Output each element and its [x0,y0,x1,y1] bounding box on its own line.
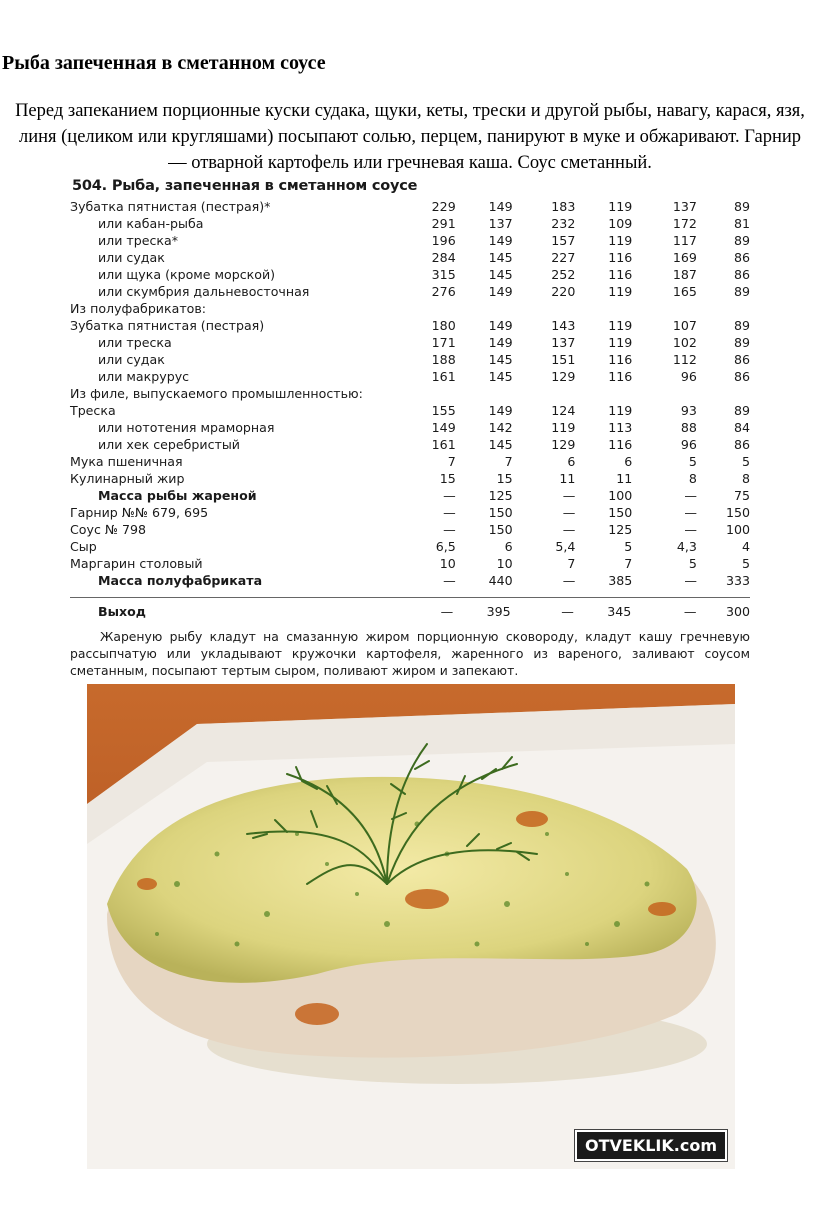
table-row [70,334,750,351]
quantity-cell: 119 [551,420,576,435]
quantity-cell: — [443,488,456,503]
quantity-cell: 161 [431,369,456,384]
table-row [70,232,750,249]
quantity-cell: 86 [733,437,750,452]
quantity-cell: 315 [431,267,456,282]
ingredient-name: или треска* [98,233,179,248]
table-row [70,249,750,266]
quantity-cell: 5 [624,539,633,554]
quantity-cell: 125 [608,522,633,537]
quantity-cell: 86 [733,369,750,384]
quantity-cell: 116 [608,352,633,367]
quantity-cell: 291 [431,216,456,231]
quantity-cell: 119 [608,318,633,333]
yield-cell: — [683,604,697,619]
quantity-cell: 8 [741,471,750,486]
quantity-cell: 96 [680,369,697,384]
quantity-cell: 149 [488,403,513,418]
quantity-cell: 86 [733,352,750,367]
quantity-cell: 155 [431,403,456,418]
quantity-cell [697,385,750,402]
ingredient-name: Масса полуфабриката [98,573,263,588]
ingredient-name: Мука пшеничная [70,454,183,469]
ingredient-name: Кулинарный жир [70,471,185,486]
quantity-cell: 276 [431,284,456,299]
quantity-cell: 7 [504,454,513,469]
quantity-cell: — [562,488,576,503]
quantity-cell: 84 [733,420,750,435]
quantity-cell: 89 [733,318,750,333]
quantity-cell: 10 [439,556,456,571]
table-row [70,198,750,215]
dish-photo [87,684,735,1169]
page-title: Рыба запеченная в сметанном соусе [2,52,326,74]
quantity-cell [632,300,697,317]
ingredient-name: или щука (кроме морской) [98,267,276,282]
quantity-cell: — [443,505,456,520]
table-row [70,215,750,232]
quantity-cell: 143 [551,318,576,333]
ingredients-table [70,198,750,589]
quantity-cell: 119 [608,199,633,214]
ingredient-name: Сыр [70,539,97,554]
quantity-cell: 11 [616,471,633,486]
quantity-cell [697,300,750,317]
quantity-cell: 333 [725,573,750,588]
quantity-cell: 89 [733,284,750,299]
quantity-cell: 6 [504,539,513,554]
quantity-cell: 8 [688,471,697,486]
quantity-cell: 129 [551,369,576,384]
table-row [70,470,750,487]
quantity-cell: 6 [567,454,576,469]
quantity-cell: 100 [608,488,633,503]
quantity-cell: 150 [488,522,513,537]
ingredient-name: или судак [98,352,165,367]
quantity-cell: 142 [488,420,513,435]
quantity-cell: 145 [488,369,513,384]
quantity-cell: 89 [733,199,750,214]
quantity-cell: 150 [488,505,513,520]
ingredient-name: Треска [70,403,116,418]
table-row [70,385,750,402]
quantity-cell: 6 [624,454,633,469]
quantity-cell: 137 [551,335,576,350]
table-row [70,419,750,436]
quantity-cell: 149 [488,233,513,248]
quantity-cell: 6,5 [435,539,456,554]
quantity-cell: — [443,522,456,537]
quantity-cell: 137 [488,216,513,231]
quantity-cell: — [684,488,697,503]
table-row [70,283,750,300]
quantity-cell [456,300,513,317]
ingredient-name: Соус № 798 [70,522,147,537]
quantity-cell: 4 [741,539,750,554]
quantity-cell: 172 [672,216,697,231]
quantity-cell: 7 [567,556,576,571]
watermark-logo: OTVEKLIK.com [575,1130,727,1161]
quantity-cell: 7 [624,556,633,571]
quantity-cell: 149 [488,284,513,299]
quantity-cell: 5 [688,556,697,571]
yield-row [70,602,750,622]
quantity-cell: 129 [551,437,576,452]
quantity-cell: 124 [551,403,576,418]
quantity-cell: 157 [551,233,576,248]
quantity-cell: 151 [551,352,576,367]
quantity-cell [414,385,455,402]
ingredient-name: или кабан-рыба [98,216,204,231]
quantity-cell: 188 [431,352,456,367]
quantity-cell: 229 [431,199,456,214]
table-row [70,317,750,334]
quantity-cell: 180 [431,318,456,333]
ingredient-name: Зубатка пятнистая (пестрая)* [70,199,271,214]
quantity-cell [575,385,632,402]
quantity-cell: 116 [608,437,633,452]
quantity-cell: 89 [733,335,750,350]
yield-cell: 300 [725,604,750,619]
quantity-cell: 149 [488,335,513,350]
table-row [70,351,750,368]
quantity-cell [513,385,576,402]
table-row [70,555,750,572]
ingredient-name: или нототения мраморная [98,420,275,435]
quantity-cell: 119 [608,284,633,299]
quantity-cell: — [684,505,697,520]
quantity-cell: 89 [733,233,750,248]
quantity-cell [575,300,632,317]
yield-cell: — [561,604,574,619]
recipe-card-scan [70,178,750,679]
quantity-cell [513,300,576,317]
quantity-cell: 284 [431,250,456,265]
quantity-cell: 4,3 [676,539,697,554]
quantity-cell: 232 [551,216,576,231]
quantity-cell: — [684,522,697,537]
quantity-cell: 10 [496,556,513,571]
quantity-cell: 75 [733,488,750,503]
table-row [70,487,750,504]
quantity-cell: 165 [672,284,697,299]
table-row [70,300,750,317]
table-row [70,402,750,419]
quantity-cell: 145 [488,437,513,452]
quantity-cell: — [443,573,456,588]
baked-fish-illustration [87,684,735,1169]
quantity-cell: 145 [488,267,513,282]
ingredient-name: или судак [98,250,165,265]
ingredient-name: или хек серебристый [98,437,240,452]
quantity-cell: 15 [496,471,513,486]
quantity-cell: 88 [680,420,697,435]
quantity-cell: 187 [672,267,697,282]
quantity-cell: 227 [551,250,576,265]
quantity-cell: — [562,573,576,588]
quantity-cell [414,300,455,317]
ingredient-name: или треска [98,335,172,350]
intro-paragraph: Перед запеканием порционные куски судака, щуки, кеты, трески и другой рыбы, навагу, карася, язя, линя (целиком или кругляшами) посыпают солью, перцем, панируют в муке и обжаривают. Гарнир — отварной картофель или гречневая каша. Соус сметанный. [15,101,805,173]
recipe-card-title: 504. Рыба, запеченная в сметанном соусе [72,178,418,194]
quantity-cell: 102 [672,335,697,350]
quantity-cell [632,385,697,402]
quantity-cell: 112 [672,352,697,367]
quantity-cell: 150 [725,505,750,520]
quantity-cell: 116 [608,250,633,265]
table-row [70,266,750,283]
yield-cell: — [440,604,454,619]
quantity-cell: 109 [608,216,633,231]
quantity-cell: — [562,522,576,537]
recipe-instructions: Жареную рыбу кладут на смазанную жиром порционную сковороду, кладут кашу гречневую рассыпчатую или укладывают кружочки картофеля, жаренного из вареного, заливают соусом сметанным, посыпают тертым сыром, поливают жиром и запекают. [70,629,750,678]
table-divider [70,597,750,598]
quantity-cell: 169 [672,250,697,265]
quantity-cell: 145 [488,250,513,265]
quantity-cell: 119 [608,403,633,418]
yield-label: Выход [98,604,146,619]
quantity-cell: 117 [672,233,697,248]
table-row [70,572,750,589]
quantity-cell: 161 [431,437,456,452]
quantity-cell: 116 [608,267,633,282]
quantity-cell: — [562,505,576,520]
ingredient-name: Гарнир №№ 679, 695 [70,505,209,520]
quantity-cell: 149 [488,318,513,333]
quantity-cell: 183 [551,199,576,214]
quantity-cell: 150 [608,505,633,520]
table-row [70,368,750,385]
ingredient-name: Из филе, выпускаемого промышленностью: [70,386,363,401]
quantity-cell: 220 [551,284,576,299]
ingredient-name: или макрурус [98,369,190,384]
quantity-cell: 113 [608,420,633,435]
quantity-cell: 116 [608,369,633,384]
quantity-cell: 125 [488,488,513,503]
quantity-cell: — [684,573,697,588]
ingredient-name: Из полуфабрикатов: [70,301,207,316]
table-row [70,504,750,521]
quantity-cell: 196 [431,233,456,248]
quantity-cell: 119 [608,335,633,350]
quantity-cell: 15 [439,471,456,486]
quantity-cell: 119 [608,233,633,248]
ingredient-name: Маргарин столовый [70,556,203,571]
quantity-cell: 93 [680,403,697,418]
yield-table [70,602,750,622]
quantity-cell: 252 [551,267,576,282]
quantity-cell: 5,4 [555,539,576,554]
quantity-cell: 100 [725,522,750,537]
ingredient-name: или скумбрия дальневосточная [98,284,310,299]
quantity-cell: 440 [488,573,513,588]
quantity-cell: 86 [733,267,750,282]
yield-cell: 395 [486,604,511,619]
quantity-cell: 107 [672,318,697,333]
quantity-cell: 149 [488,199,513,214]
quantity-cell: 89 [733,403,750,418]
quantity-cell: 7 [447,454,456,469]
yield-cell: 345 [607,604,632,619]
quantity-cell: 11 [559,471,576,486]
ingredient-name: Масса рыбы жареной [98,488,257,503]
quantity-cell: 5 [741,454,750,469]
table-row [70,436,750,453]
quantity-cell: 149 [431,420,456,435]
quantity-cell: 5 [688,454,697,469]
quantity-cell [456,385,513,402]
quantity-cell: 81 [733,216,750,231]
quantity-cell: 5 [741,556,750,571]
table-row [70,521,750,538]
quantity-cell: 86 [733,250,750,265]
table-row [70,538,750,555]
ingredient-name: Зубатка пятнистая (пестрая) [70,318,265,333]
quantity-cell: 385 [608,573,633,588]
table-row [70,453,750,470]
quantity-cell: 96 [680,437,697,452]
quantity-cell: 137 [672,199,697,214]
quantity-cell: 171 [431,335,456,350]
quantity-cell: 145 [488,352,513,367]
